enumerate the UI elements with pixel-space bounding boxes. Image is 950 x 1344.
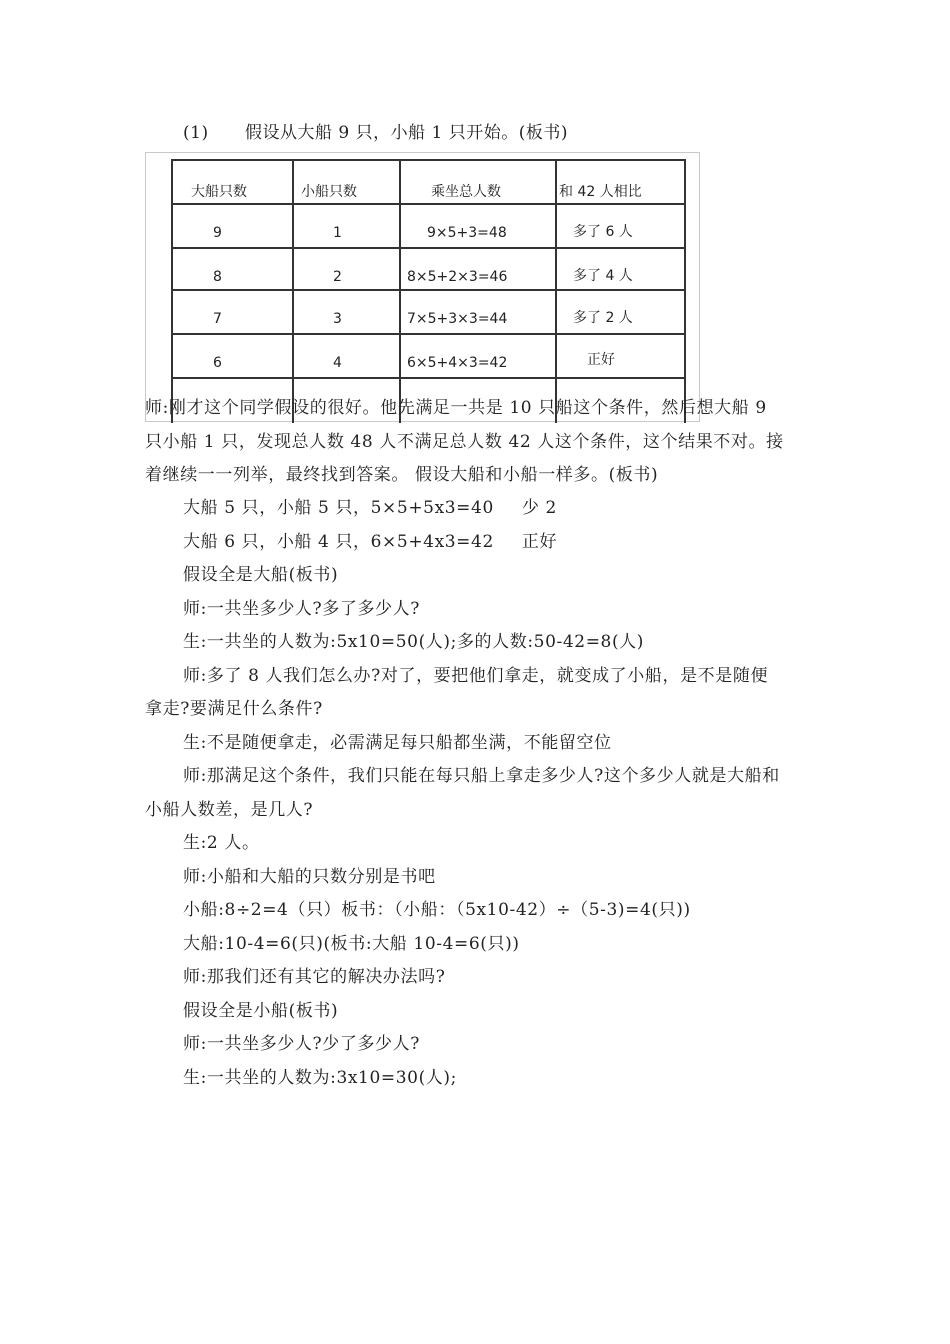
table-cell: 4 bbox=[333, 355, 342, 371]
table-divider bbox=[173, 377, 684, 379]
paragraph-line: 师:那我们还有其它的解决办法吗? bbox=[183, 967, 446, 987]
table-cell: 8 bbox=[213, 269, 222, 285]
case-equation: 大船 5 只，小船 5 只，5×5+5x3=40 bbox=[183, 498, 494, 518]
paragraph-line: 师:小船和大船的只数分别是书吧 bbox=[183, 867, 436, 887]
table-cell: 2 bbox=[333, 269, 342, 285]
table-header-cell: 乘坐总人数 bbox=[431, 184, 501, 200]
paragraph-line: 假设全是大船(板书) bbox=[183, 565, 339, 585]
table-cell: 3 bbox=[333, 311, 342, 327]
paragraph-line: 师:那满足这个条件，我们只能在每只船上拿走多少人?这个多少人就是大船和 bbox=[183, 766, 780, 786]
paragraph-line: 小船:8÷2=4（只）板书：（小船：（5x10-42）÷（5-3)=4(只)) bbox=[183, 900, 691, 920]
table-cell: 7×5+3×3=44 bbox=[407, 311, 508, 327]
paragraph-line: 假设全是小船(板书) bbox=[183, 1001, 339, 1021]
table-divider bbox=[555, 161, 557, 423]
paragraph-line: 师:一共坐多少人?少了多少人? bbox=[183, 1034, 420, 1054]
table-cell: 9 bbox=[213, 225, 222, 241]
table-cell: 6 bbox=[213, 355, 222, 371]
paragraph-line: 拿走?要满足什么条件? bbox=[145, 699, 323, 719]
table-cell: 8×5+2×3=46 bbox=[407, 269, 508, 285]
paragraph-line: 小船人数差，是几人? bbox=[145, 800, 314, 820]
table-header-cell: 和 42 人相比 bbox=[559, 184, 642, 200]
paragraph-line: 生:一共坐的人数为:3x10=30(人); bbox=[183, 1068, 457, 1088]
case-equation: 大船 6 只，小船 4 只，6×5+4x3=42 bbox=[183, 532, 494, 552]
table-divider bbox=[173, 203, 684, 205]
table-divider bbox=[173, 247, 684, 249]
table-divider bbox=[292, 161, 294, 423]
paragraph-line: 师:多了 8 人我们怎么办?对了，要把他们拿走，就变成了小船，是不是随便 bbox=[183, 666, 769, 686]
table-cell: 多了 2 人 bbox=[573, 310, 633, 326]
table-cell: 多了 6 人 bbox=[573, 224, 633, 240]
paragraph-line: 大船:10-4=6(只)(板书:大船 10-4=6(只)) bbox=[183, 934, 520, 954]
case-result: 少 2 bbox=[521, 498, 557, 518]
paragraph-line: 着继续一一列举，最终找到答案。 假设大船和小船一样多。(板书) bbox=[145, 465, 659, 485]
table-cell: 6×5+4×3=42 bbox=[407, 355, 508, 371]
table-divider bbox=[173, 333, 684, 335]
table-header-cell: 小船只数 bbox=[301, 184, 357, 200]
table-image bbox=[145, 152, 700, 422]
section-heading bbox=[183, 118, 568, 143]
case-line bbox=[183, 496, 557, 520]
paragraph-line: 只小船 1 只，发现总人数 48 人不满足总人数 42 人这个条件，这个结果不对。接 bbox=[145, 432, 784, 452]
section-number: (1) bbox=[183, 123, 209, 143]
paragraph-line: 生:一共坐的人数为:5x10=50(人);多的人数:50-42=8(人) bbox=[183, 632, 645, 652]
paragraph-line: 生:不是随便拿走，必需满足每只船都坐满，不能留空位 bbox=[183, 733, 612, 753]
data-table bbox=[171, 159, 686, 423]
table-cell: 7 bbox=[213, 311, 222, 327]
table-header-cell: 大船只数 bbox=[191, 184, 247, 200]
table-cell: 9×5+3=48 bbox=[427, 225, 507, 241]
paragraph-line: 师:刚才这个同学假设的很好。他先满足一共是 10 只船这个条件，然后想大船 9 bbox=[145, 398, 767, 418]
section-heading-text: 假设从大船 9 只，小船 1 只开始。(板书) bbox=[245, 123, 569, 143]
table-cell: 多了 4 人 bbox=[573, 268, 633, 284]
paragraph-line: 生:2 人。 bbox=[183, 833, 260, 853]
case-result: 正好 bbox=[521, 532, 558, 552]
table-divider bbox=[399, 161, 401, 423]
table-cell: 正好 bbox=[587, 352, 615, 368]
case-line bbox=[183, 530, 557, 554]
paragraph-line: 师:一共坐多少人?多了多少人? bbox=[183, 599, 420, 619]
table-cell: 1 bbox=[333, 225, 342, 241]
table-divider bbox=[173, 289, 684, 291]
